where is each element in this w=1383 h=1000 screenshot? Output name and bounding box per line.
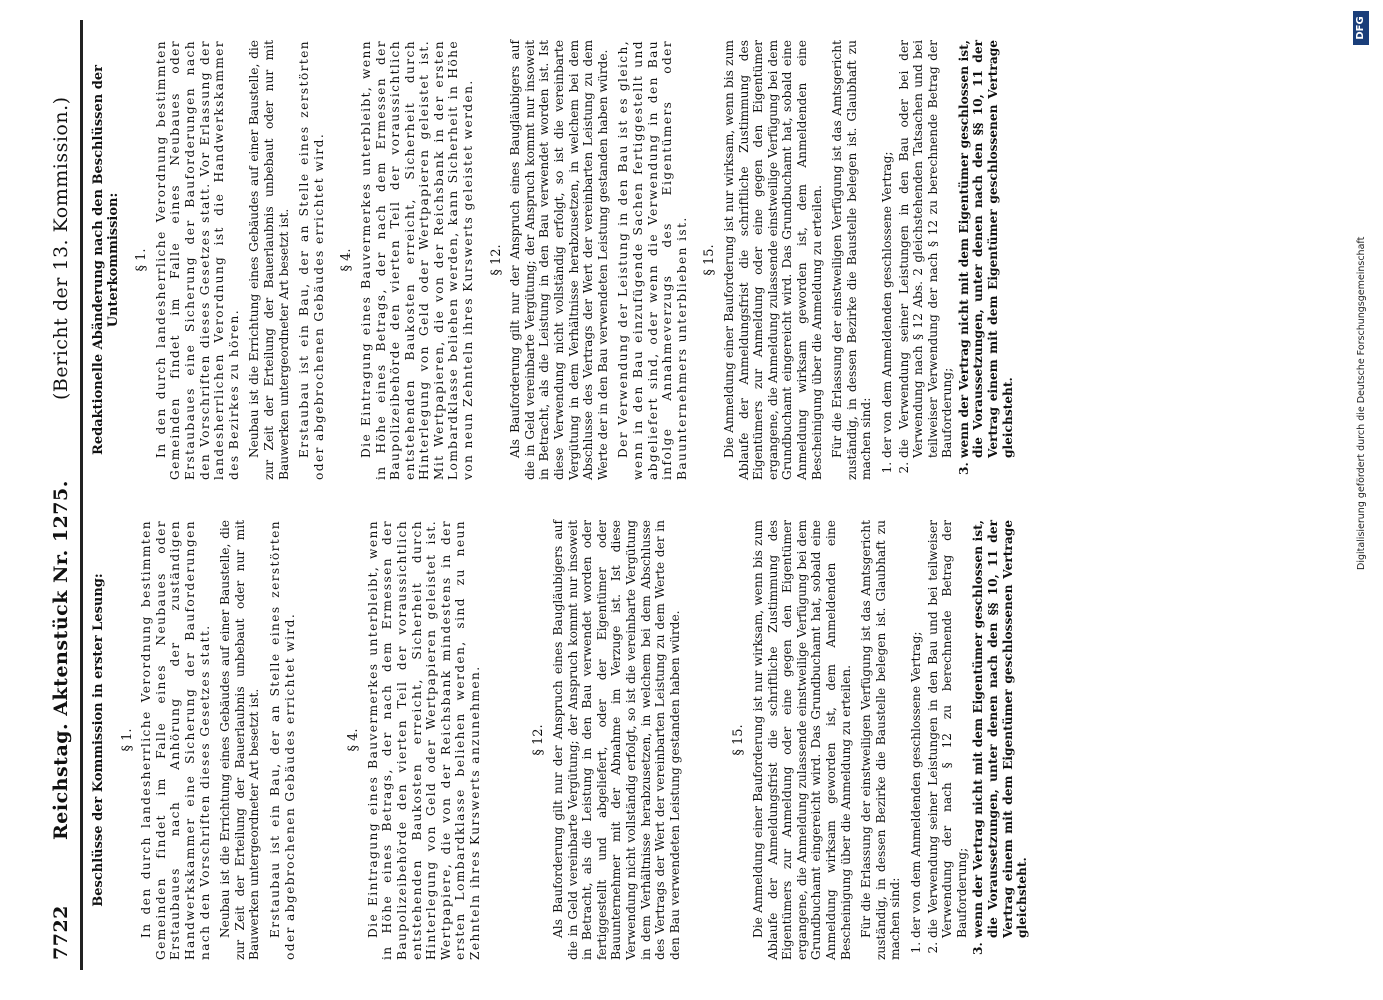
list-item: 1. der von dem Anmeldenden geschlossene Vertrag; bbox=[880, 40, 895, 458]
left-section-15-sign: § 15. bbox=[731, 724, 747, 756]
left-section-15-list bbox=[909, 520, 1030, 960]
right-column bbox=[92, 40, 1021, 480]
list-item: 2. die Verwendung seiner Leistungen in den Bau oder bei der Verwendung nach § 12 Abs. 2 gleichstehenden Tatsachen und bei teilweiser Verwendung der nach § 12 zu berechnende Betrag der Bauforderung; bbox=[897, 40, 955, 458]
left-section-12-p1: Als Bauforderung gilt nur der Anspruch eines Baugläubigers auf die in Geld vereinbarte Vergütung; der Anspruch kommt nur insoweit in Betracht, als die Leistung in den Bau verwendet worden oder fertiggestellt und abgeliefert, oder der Eigentümer oder Bauunternehmer mit der Abnahme im Verzuge ist. Ist diese Verwendung nicht vollständig erfolgt, so ist die vereinbarte Vergütung in dem Verhältnisse herabzusetzen, in welchem bei dem Abschlusse des Vertrags der Wert der vereinbarten Leistung zu dem Werte der in den Bau verwendeten Leistung gestanden haben würde. bbox=[551, 520, 682, 960]
list-item: 2. die Verwendung seiner Leistungen in den Bau und bei teilweiser Verwendung der nach § 12 zu berechnende Betrag der Bauforderung; bbox=[926, 520, 970, 938]
list-item: 1. der von dem Anmeldenden geschlossene Vertrag; bbox=[909, 520, 924, 938]
right-column-heading: Redaktionelle Abänderung nach den Beschlüssen der Unterkommission: bbox=[91, 65, 121, 455]
right-section-15-list bbox=[880, 40, 1015, 480]
right-section-12-p2: Der Verwendung der Leistung in den Bau ist es gleich, wenn in den Bau einzufügende Sachen fertiggestellt und abgeliefert sind, oder wenn die Verwendung in den Bau infolge Annahmeverzugs des Eigentümers oder Bauunternehmers unterblieben ist. bbox=[616, 40, 689, 480]
right-section-15-sign: § 15. bbox=[702, 244, 718, 276]
left-column bbox=[92, 520, 1036, 960]
left-section-15-p2: Für die Erlassung der einstweiligen Verfügung ist das Amtsgericht zuständig, in dessen Bezirke die Baustelle belegen ist. Glaubhaft zu machen sind: bbox=[859, 520, 903, 960]
right-section-1-p1: In den durch landesherrliche Verordnung bestimmten Gemeinden findet im Falle eines Neubaues oder Erstaubaues eine Sicherung der Bauforderungen nach den Vorschriften dieses Gesetzes statt. Vor Erlassung der landesherrlichen Verordnung ist die Handwerkskammer des Bezirkes zu hören. bbox=[153, 40, 241, 480]
left-section-4-sign: § 4. bbox=[346, 728, 362, 752]
left-section-12-sign: § 12. bbox=[531, 724, 547, 756]
right-section-1-p3: Erstaubau ist ein Bau, der an Stelle eines zerstörten oder abgebrochenen Gebäudes errichtet wird. bbox=[297, 40, 326, 480]
left-section-4-p1: Die Eintragung eines Bauvermerkes unterbleibt, wenn in Höhe eines Betrags, der nach dem Ermessen der Baupolizeibehörde den vierten Teil der voraussichtlich entstehenden Baukosten erreicht, Sicherheit durch Hinterlegung von Geld oder Wertpapieren geleistet ist. Wertpapiere, die von der Reichsbank mindestens in der ersten Lombardklasse beliehen werden, sind zu neun Zehnteln ihres Kurswerts anzunehmen. bbox=[365, 520, 482, 960]
dfg-logo: DFG bbox=[1353, 11, 1369, 45]
right-section-4-sign: § 4. bbox=[339, 248, 355, 272]
right-section-4-p1: Die Eintragung eines Bauvermerkes unterbleibt, wenn in Höhe eines Betrags, der nach dem Ermessen der Baupolizeibehörde den vierten Teil der voraussichtlich entstehenden Baukosten erreicht, Sicherheit durch Hinterlegung von Geld oder Wertpapieren geleistet ist. Mit Wertpapieren, die von der Reichsbank in der ersten Lombardklasse beliehen werden, kann Sicherheit in Höhe von neun Zehnteln ihres Kurswerts geleistet werden. bbox=[358, 40, 476, 480]
left-section-1-p2: Neubau ist die Errichtung eines Gebäudes auf einer Baustelle, die zur Zeit der Erteilung der Bauerlaubnis unbebaut oder nur mit Bauwerken untergeordneter Art besetzt ist. bbox=[218, 520, 262, 960]
header-rule-thin bbox=[82, 20, 83, 970]
page-number: 7722 bbox=[50, 905, 72, 960]
right-section-1-sign: § 1. bbox=[134, 248, 150, 272]
left-section-1-sign: § 1. bbox=[119, 728, 135, 752]
left-section-1-p3: Erstaubau ist ein Bau, der an Stelle eines zerstörten oder abgebrochenen Gebäudes errichtet wird. bbox=[267, 520, 297, 960]
right-section-12-sign: § 12. bbox=[488, 244, 504, 276]
left-section-1-p1: In den durch landesherrliche Verordnung bestimmten Gemeinden findet im Falle eines Neubaues oder Erstaubaues nach Anhörung der zuständigen Handwerkskammer eine Sicherung der Bauforderungen nach den Vorschriften dieses Gesetzes statt. bbox=[139, 520, 212, 960]
right-section-15-p1: Die Anmeldung einer Bauforderung ist nur wirksam, wenn bis zum Ablaufe der Anmeldungsfrist die schriftliche Zustimmung des Eigentümers zur Anmeldung oder eine gegen den Eigentümer ergangene, die Anmeldung zulassende einstweilige Verfügung bei dem Grundbuchamt eingereicht wird. Das Grundbuchamt hat, sobald eine Anmeldung wirksam geworden ist, dem Anmeldenden eine Bescheinigung über die Anmeldung zu erteilen. bbox=[721, 40, 824, 480]
digitization-credit: Digitalisierung gefördert durch die Deutsche Forschungsgemeinschaft bbox=[1356, 236, 1367, 570]
right-section-12-p1: Als Bauforderung gilt nur der Anspruch eines Baugläubigers auf die in Geld vereinbarte Vergütung; der Anspruch kommt nur insoweit in Betracht, als die Leistung in den Bau verwendet worden ist. Ist diese Verwendung nicht vollständig erfolgt, so ist die vereinbarte Vergütung in dem Verhältnisse herabzusetzen, in welchem bei dem Abschlusse des Vertrags der Wert der vereinbarten Leistung zu dem Werte der in den Bau verwendeten Leistung gestanden haben würde. bbox=[508, 40, 610, 480]
right-section-1-p2: Neubau ist die Errichtung eines Gebäudes auf einer Baustelle, die zur Zeit der Erteilung der Bauerlaubnis unbebaut oder nur mit Bauwerken untergeordneter Art besetzt ist. bbox=[247, 40, 291, 480]
left-section-15-p1: Die Anmeldung einer Bauforderung ist nur wirksam, wenn bis zum Ablaufe der Anmeldungsfrist die schriftliche Zustimmung des Eigentümers zur Anmeldung oder eine gegen den Eigentümer ergangene, die Anmeldung zulassende einstweilige Verfügung bei dem Grundbuchamt eingereicht wird. Das Grundbuchamt hat, sobald eine Anmeldung wirksam geworden ist, dem Anmeldenden eine Bescheinigung über die Anmeldung zu erteilen. bbox=[751, 520, 853, 960]
page-title: Reichstag. Aktenstück Nr. 1275. bbox=[50, 480, 72, 840]
right-section-15-p2: Für die Erlassung der einstweiligen Verfügung ist das Amtsgericht zuständig, in dessen Bezirke die Baustelle belegen ist. Glaubhaft zu machen sind: bbox=[830, 40, 874, 480]
left-column-heading: Beschlüsse der Kommission in erster Lesung: bbox=[91, 573, 106, 907]
report-label: (Bericht der 13. Kommission.) bbox=[50, 96, 72, 400]
list-item: 3. wenn der Vertrag nicht mit dem Eigentümer geschlossen ist, die Voraussetzungen, unter denen nach den §§ 10, 11 der Vertrag einem mit dem Eigentümer geschlossenen Vertrage gleichsteht. bbox=[971, 520, 1029, 938]
list-item: 3. wenn der Vertrag nicht mit dem Eigentümer geschlossen ist, die Voraussetzungen, unter denen nach den §§ 10, 11 der Vertrag einem mit dem Eigentümer geschlossenen Vertrage gleichsteht. bbox=[957, 40, 1015, 458]
